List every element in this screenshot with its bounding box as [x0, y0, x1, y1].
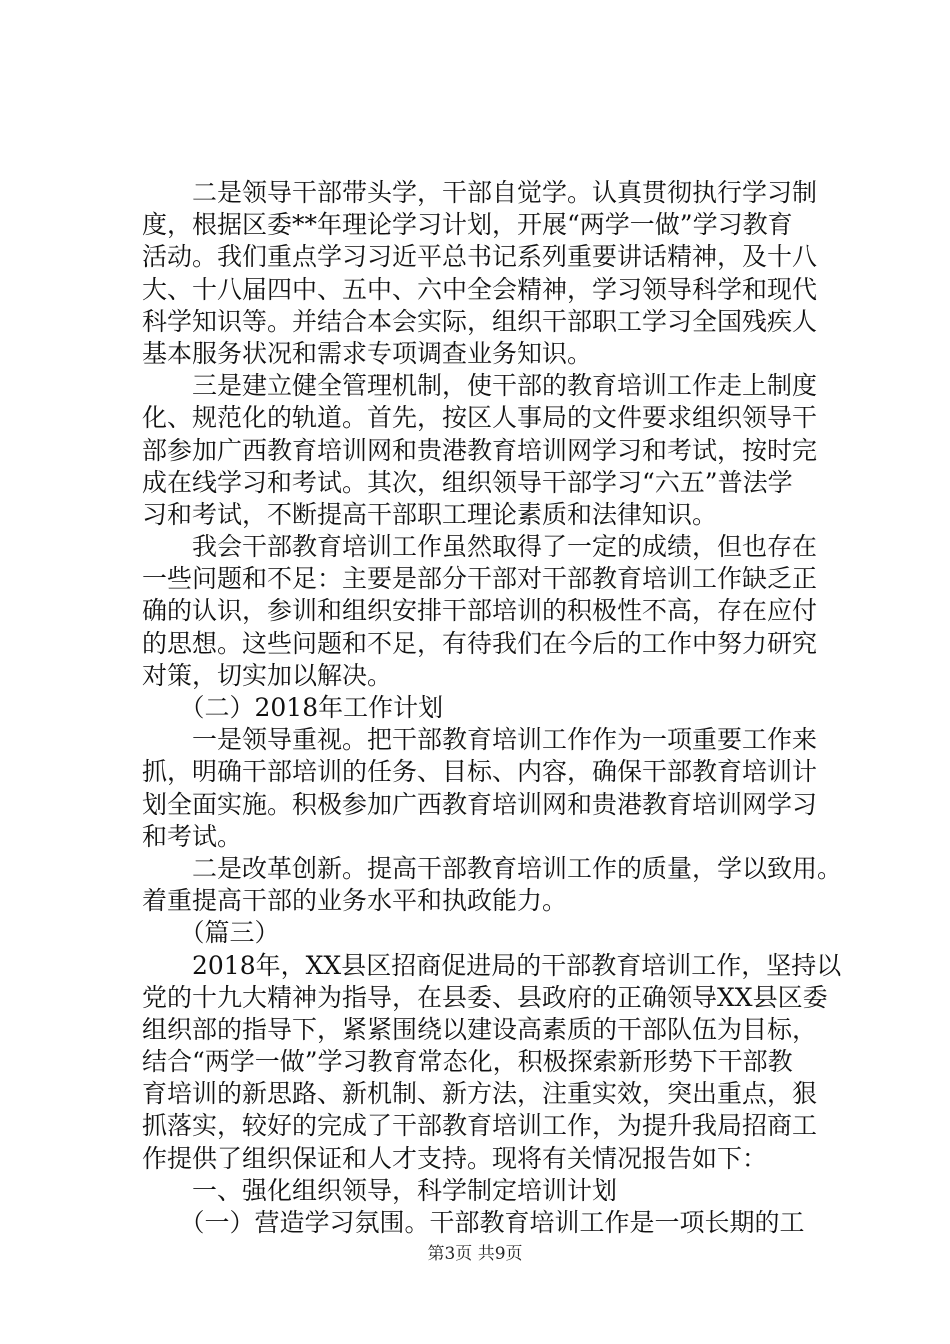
text-line: 党的十九大精神为指导，在县委、县政府的正确领导XX县区委: [142, 982, 828, 1012]
text-line: 抓落实，较好的完成了干部教育培训工作，为提升我局招商工: [142, 1111, 818, 1141]
document-body: [142, 177, 842, 1239]
text-line: 化、规范化的轨道。首先，按区人事局的文件要求组织领导干: [142, 403, 818, 433]
text-line: 和考试。: [142, 821, 243, 851]
text-line: 活动。我们重点学习习近平总书记系列重要讲话精神，及十八: [142, 242, 818, 272]
section-heading: （二）2018年工作计划: [142, 693, 444, 722]
text-line: 成在线学习和考试。其次，组织领导干部学习“六五”普法学: [142, 467, 793, 497]
text-line: 二是领导干部带头学，干部自觉学。认真贯彻执行学习制: [142, 178, 818, 207]
text-line: 划全面实施。积极参加广西教育培训网和贵港教育培训网学习: [142, 789, 818, 819]
text-line: 三是建立健全管理机制，使干部的教育培训工作走上制度: [142, 371, 818, 401]
section-heading: （篇三）: [142, 918, 280, 948]
text-line: 育培训的新思路、新机制、新方法，注重实效，突出重点，狠: [142, 1079, 818, 1109]
text-line: 习和考试，不断提高干部职工理论素质和法律知识。: [142, 499, 718, 529]
text-line: 结合“两学一做”学习教育常态化，积极探索新形势下干部教: [142, 1047, 793, 1077]
text-line: 基本服务状况和需求专项调查业务知识。: [142, 338, 593, 368]
text-line: 大、十八届四中、五中、六中全会精神，学习领导科学和现代: [142, 274, 818, 304]
text-line: 二是改革创新。提高干部教育培训工作的质量，学以致用。: [142, 853, 842, 883]
text-line: 部参加广西教育培训网和贵港教育培训网学习和考试，按时完: [142, 435, 818, 465]
text-line: 抓，明确干部培训的任务、目标、内容，确保干部教育培训计: [142, 757, 818, 787]
text-line: 2018年，XX县区招商促进局的干部教育培训工作，坚持以: [142, 950, 842, 980]
text-line: 科学知识等。并结合本会实际，组织干部职工学习全国残疾人: [142, 306, 818, 336]
text-line: 一些问题和不足：主要是部分干部对干部教育培训工作缺乏正: [142, 564, 818, 594]
text-line: 对策，切实加以解决。: [142, 660, 393, 690]
section-heading: 一、强化组织领导，科学制定培训计划: [142, 1175, 618, 1205]
page-number-footer: 第3页 共9页: [427, 1244, 523, 1264]
text-line: 作提供了组织保证和人才支持。现将有关情况报告如下：: [142, 1143, 768, 1173]
text-line: 一是领导重视。把干部教育培训工作作为一项重要工作来: [142, 725, 818, 755]
text-line: 确的认识，参训和组织安排干部培训的积极性不高，存在应付: [142, 596, 818, 626]
text-line: 我会干部教育培训工作虽然取得了一定的成绩，但也存在: [142, 532, 818, 562]
text-line: 度，根据区委**年理论学习计划，开展“两学一做”学习教育: [142, 210, 793, 240]
text-line: 的思想。这些问题和不足，有待我们在今后的工作中努力研究: [142, 628, 818, 658]
text-line: （一）营造学习氛围。干部教育培训工作是一项长期的工: [142, 1208, 805, 1237]
text-line: 组织部的指导下，紧紧围绕以建设高素质的干部队伍为目标，: [142, 1014, 818, 1044]
text-line: 着重提高干部的业务水平和执政能力。: [142, 886, 568, 916]
